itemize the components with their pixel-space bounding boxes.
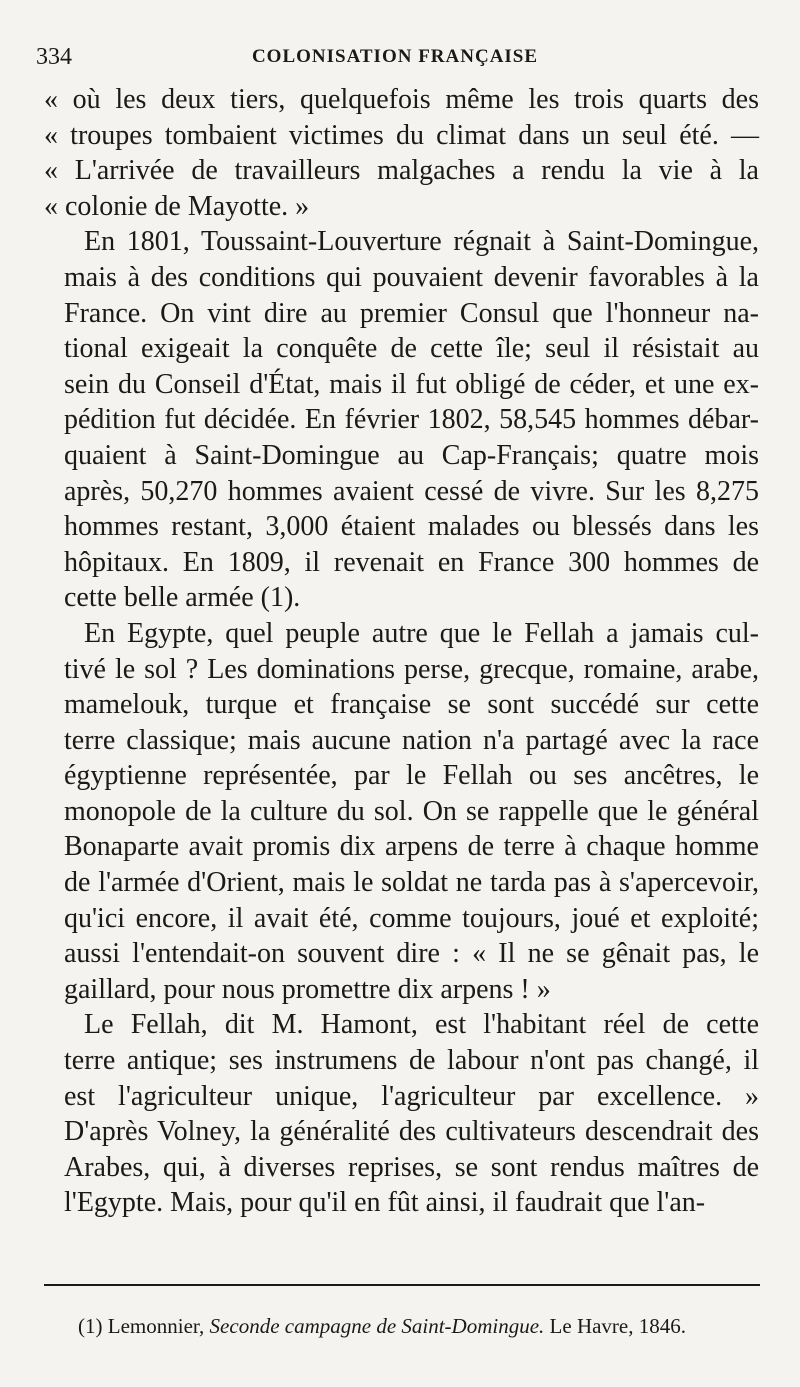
text-line: aussi l'entendait-on souvent dire : « Il ne se gênait pas, le bbox=[64, 938, 759, 970]
footnote bbox=[78, 1314, 686, 1339]
text-line: hôpitaux. En 1809, il revenait en France 300 hommes de bbox=[64, 546, 759, 578]
text-line: de l'armée d'Orient, mais le soldat ne tarda pas à s'apercevoir, bbox=[64, 867, 759, 899]
footnote-author: Lemonnier, bbox=[107, 1314, 205, 1338]
text-line: « troupes tombaient victimes du climat dans un seul été. — bbox=[44, 119, 759, 151]
text-line: l'Egypte. Mais, pour qu'il en fût ainsi, il faudrait que l'an- bbox=[64, 1187, 706, 1219]
text-line: après, 50,270 hommes avaient cessé de vivre. Sur les 8,275 bbox=[64, 475, 759, 507]
footnote-publication: Le Havre, 1846. bbox=[549, 1314, 686, 1338]
text-line: Bonaparte avait promis dix arpens de terre à chaque homme bbox=[64, 831, 759, 863]
text-line: Arabes, qui, à diverses reprises, se sont rendus maîtres de bbox=[64, 1151, 759, 1183]
paragraph bbox=[44, 224, 759, 616]
body-text bbox=[44, 82, 759, 1221]
text-line: monopole de la culture du sol. On se rappelle que le général bbox=[64, 795, 759, 827]
footnote-title: Seconde campagne de Saint-Domingue. bbox=[209, 1314, 545, 1338]
text-line: « colonie de Mayotte. » bbox=[44, 190, 310, 222]
text-line: hommes restant, 3,000 étaient malades ou blessés dans les bbox=[64, 511, 759, 543]
text-line: gaillard, pour nous promettre dix arpens ! » bbox=[64, 973, 551, 1005]
paragraph bbox=[44, 616, 759, 1008]
text-line: France. On vint dire au premier Consul que l'honneur na- bbox=[64, 297, 759, 329]
text-line: tivé le sol ? Les dominations perse, grecque, romaine, arabe, bbox=[64, 653, 759, 685]
text-line: D'après Volney, la généralité des cultivateurs descendrait des bbox=[64, 1116, 759, 1148]
text-line: est l'agriculteur unique, l'agriculteur par excellence. » bbox=[64, 1080, 759, 1112]
text-line: « L'arrivée de travailleurs malgaches a rendu la vie à la bbox=[44, 155, 759, 187]
footnote-marker: (1) bbox=[78, 1314, 103, 1338]
text-line: cette belle armée (1). bbox=[64, 582, 301, 614]
text-line: mais à des conditions qui pouvaient devenir favorables à la bbox=[64, 261, 759, 293]
text-line: terre antique; ses instrumens de labour n'ont pas changé, il bbox=[64, 1045, 759, 1077]
page-header bbox=[36, 44, 754, 78]
text-line: Le Fellah, dit M. Hamont, est l'habitant réel de cette bbox=[84, 1009, 759, 1041]
paragraph bbox=[44, 82, 759, 224]
paragraph bbox=[44, 1007, 759, 1221]
text-line: égyptienne représentée, par le Fellah ou ses ancêtres, le bbox=[64, 760, 759, 792]
text-line: terre classique; mais aucune nation n'a partagé avec la race bbox=[64, 724, 759, 756]
footnote-rule bbox=[44, 1284, 760, 1286]
text-line: tional exigeait la conquête de cette île; seul il résistait au bbox=[64, 333, 759, 365]
page-number: 334 bbox=[36, 44, 72, 70]
text-line: sein du Conseil d'État, mais il fut obligé de céder, et une ex- bbox=[64, 368, 759, 400]
text-line: « où les deux tiers, quelquefois même les trois quarts des bbox=[44, 84, 759, 115]
text-line: qu'ici encore, il avait été, comme toujours, joué et exploité; bbox=[64, 902, 759, 934]
text-line: En Egypte, quel peuple autre que le Fellah a jamais cul- bbox=[84, 617, 759, 649]
running-title: COLONISATION FRANÇAISE bbox=[251, 46, 539, 67]
text-line: pédition fut décidée. En février 1802, 58,545 hommes débar- bbox=[64, 404, 759, 436]
text-line: quaient à Saint-Domingue au Cap-Français; quatre mois bbox=[64, 439, 759, 471]
text-line: En 1801, Toussaint-Louverture régnait à Saint-Domingue, bbox=[84, 226, 759, 258]
text-line: mamelouk, turque et française se sont succédé sur cette bbox=[64, 689, 759, 721]
